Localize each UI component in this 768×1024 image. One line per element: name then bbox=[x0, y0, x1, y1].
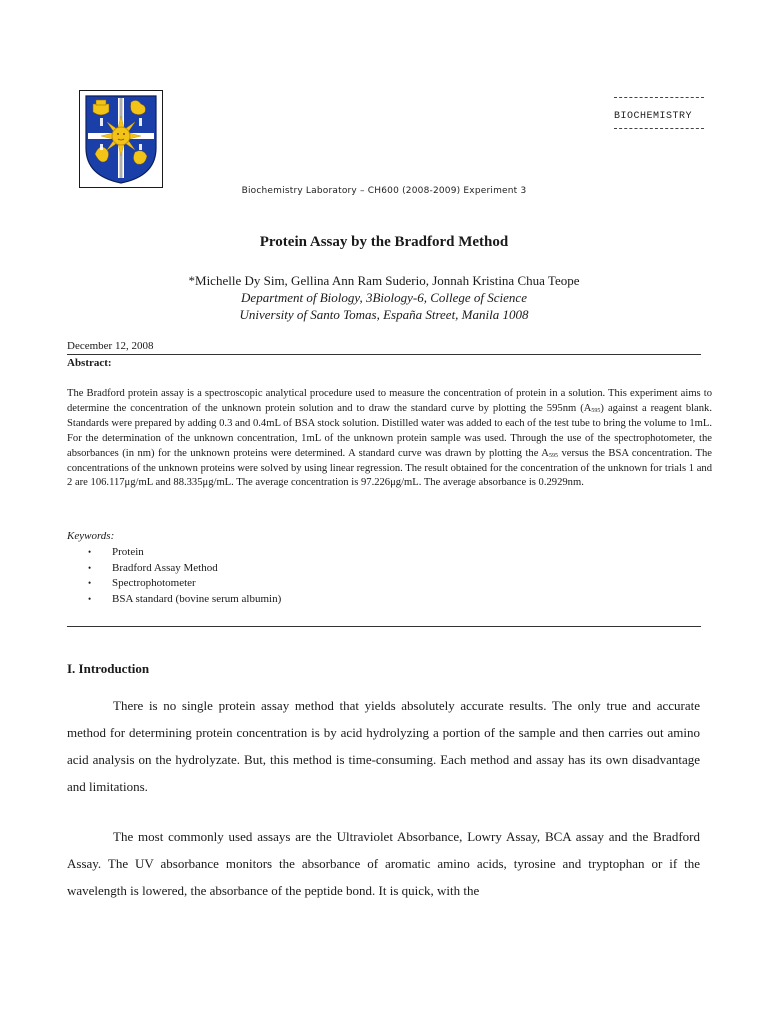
author-department: Department of Biology, 3Biology-6, College of Science bbox=[241, 290, 527, 305]
lab-course-line bbox=[0, 186, 768, 196]
abstract-heading: Abstract: bbox=[67, 357, 112, 369]
bullet-icon: • bbox=[88, 562, 92, 573]
bullet-icon: • bbox=[88, 593, 92, 604]
bullet-icon: • bbox=[88, 547, 92, 557]
keyword-text: BSA standard (bovine serum albumin) bbox=[112, 592, 282, 605]
introduction-paragraph-2: The most commonly used assays are the Ultraviolet Absorbance, Lowry Assay, BCA assay and the Bradford Assay. The UV absorbance monitors the absorbance of aromatic amino acids, tyrosine and tryptophan or if the wavelength is lowered, the absorbance of the peptide bond. It is quick, with the bbox=[67, 829, 700, 898]
keyword-item bbox=[88, 576, 281, 592]
dashed-divider bbox=[614, 128, 704, 139]
subscript: 595 bbox=[591, 407, 601, 414]
keywords-list bbox=[88, 545, 281, 607]
keyword-item bbox=[88, 592, 281, 608]
author-university: University of Santo Tomas, España Street, Manila 1008 bbox=[239, 307, 529, 322]
introduction-paragraph-1: There is no single protein assay method that yields absolutely accurate results. The only true and accurate method for determining protein concentration is by acid hydrolyzing a portion of the sample and then carries out amino acid analysis on the hydrolyzate. But, this method is time-consuming. Each method and assay has its own disadvantage and limitations. bbox=[67, 698, 700, 794]
horizontal-rule bbox=[67, 626, 701, 627]
abstract-text-part-2: ) against a reagent blank. Standards were prepared by adding 0.3 and 0.4mL of BSA stock solution. Distilled water was added to each of the test tube to bring the volume to 1mL. For the determination of the unknown concentration, 1mL of the unknown protein sample was used. Through the use of the spectrophotometer, the absorbances (in nm) for the unknown proteins were determined. A standard curve was drawn by plotting the A bbox=[67, 402, 713, 459]
subject-label-box bbox=[614, 93, 704, 139]
abstract-text-part-3: versus the BSA concentration. The concentrations of the unknown proteins were solved by using linear regression. The result obtained for the concentration of the unknown for trials 1 and 2 are 106.117μg/mL and 88.335μg/mL. The average concentration is 97.226μg/mL. The average absorbance is 0.2929nm. bbox=[67, 447, 712, 489]
bullet-icon: • bbox=[88, 578, 92, 588]
keyword-text: Protein bbox=[112, 546, 144, 558]
subject-label: BIOCHEMISTRY bbox=[614, 111, 693, 122]
university-crest-logo bbox=[79, 90, 163, 188]
dashed-divider bbox=[614, 97, 704, 108]
keyword-item bbox=[88, 545, 281, 561]
keywords-heading: Keywords: bbox=[67, 530, 115, 542]
introduction-heading: I. Introduction bbox=[67, 661, 150, 676]
subscript: 595 bbox=[548, 452, 558, 459]
horizontal-rule bbox=[67, 354, 701, 355]
keyword-text: Spectrophotometer bbox=[112, 577, 196, 589]
author-names: *Michelle Dy Sim, Gellina Ann Ram Suderio, Jonnah Kristina Chua Teope bbox=[188, 273, 580, 288]
paper-title: Protein Assay by the Bradford Method bbox=[259, 234, 509, 250]
keyword-text: Bradford Assay Method bbox=[112, 561, 218, 574]
author-block bbox=[0, 272, 768, 323]
paper-date: December 12, 2008 bbox=[67, 340, 154, 352]
lab-course-text: Biochemistry Laboratory – CH600 (2008-2009) Experiment 3 bbox=[241, 186, 527, 196]
abstract-text bbox=[67, 387, 712, 491]
abstract-text-part-1: The Bradford protein assay is a spectroscopic analytical procedure used to measure the concentration of protein in a solution. This experiment aims to determine the concentration of the unknown protein solution and to draw the standard curve by plotting the 595nm (A bbox=[67, 388, 712, 414]
keyword-item bbox=[88, 561, 281, 577]
